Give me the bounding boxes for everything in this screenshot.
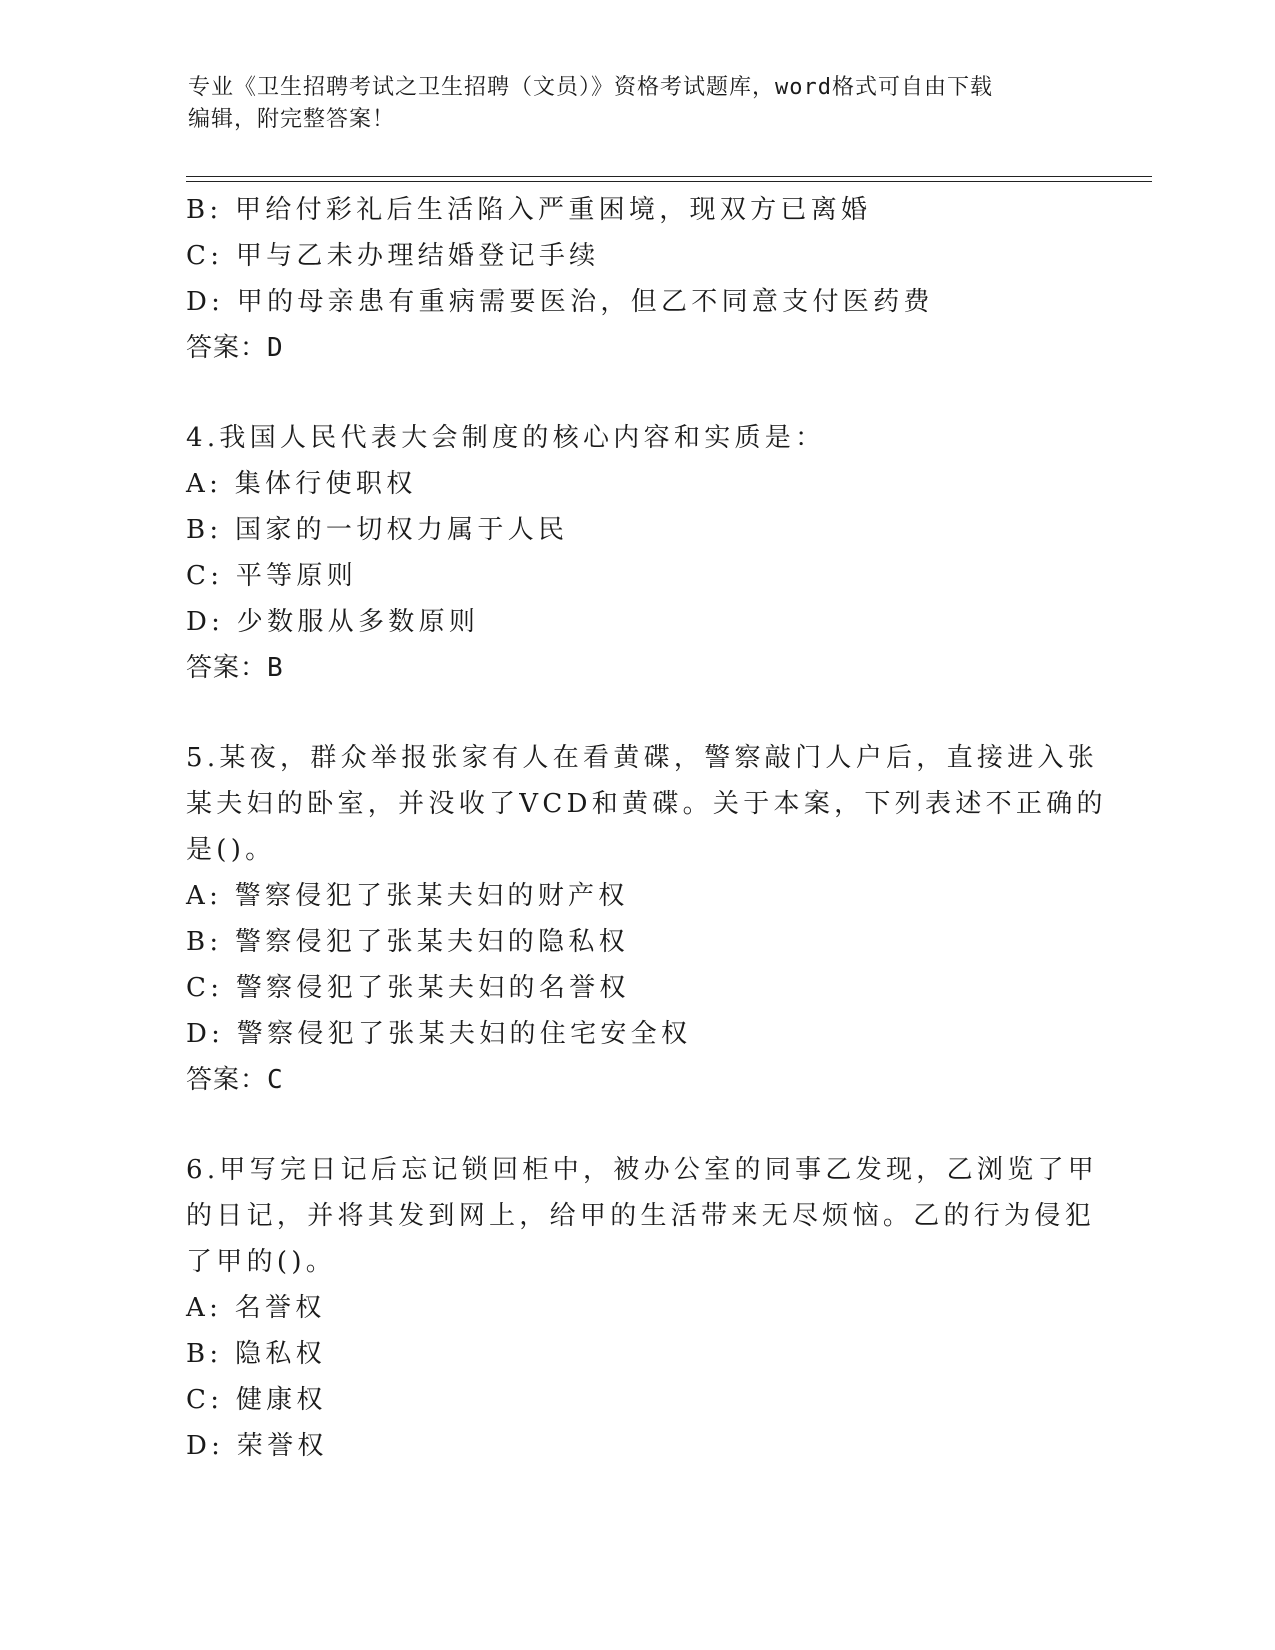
- option-d: D: 荣誉权: [186, 1431, 328, 1461]
- question-stem-line: 是()。: [186, 835, 276, 865]
- answer: 答案：C: [186, 1065, 284, 1095]
- header-divider-top: [186, 176, 1152, 177]
- option-b: B: 隐私权: [186, 1339, 326, 1369]
- header-divider-bottom: [186, 181, 1152, 182]
- option-a: A: 警察侵犯了张某夫妇的财产权: [186, 881, 629, 911]
- option-d: D: 甲的母亲患有重病需要医治，但乙不同意支付医药费: [186, 287, 934, 317]
- option-d: D: 少数服从多数原则: [186, 607, 480, 637]
- option-d: D: 警察侵犯了张某夫妇的住宅安全权: [186, 1019, 692, 1049]
- question-stem-line: 的日记，并将其发到网上，给甲的生活带来无尽烦恼。乙的行为侵犯: [186, 1201, 1096, 1231]
- option-a: A: 集体行使职权: [186, 469, 417, 499]
- answer: 答案：B: [186, 653, 284, 683]
- question-stem-line: 某夫妇的卧室，并没收了VCD和黄碟。关于本案，下列表述不正确的: [186, 789, 1107, 819]
- question-stem-line: 6.甲写完日记后忘记锁回柜中，被办公室的同事乙发现，乙浏览了甲: [186, 1155, 1099, 1185]
- question-stem-line: 了甲的()。: [186, 1247, 337, 1277]
- option-c: C: 甲与乙未办理结婚登记手续: [186, 241, 600, 271]
- question-4: [186, 415, 1086, 691]
- option-a: A: 名誉权: [186, 1293, 326, 1323]
- question-stem-line: 5.某夜，群众举报张家有人在看黄碟，警察敲门人户后，直接进入张: [186, 743, 1099, 773]
- question-6: [186, 1147, 1099, 1469]
- document-body: [186, 187, 1107, 1469]
- header-line-2: 编辑，附完整答案！: [188, 107, 396, 132]
- option-c: C: 警察侵犯了张某夫妇的名誉权: [186, 973, 630, 1003]
- question-3: [186, 187, 1086, 371]
- option-b: B: 警察侵犯了张某夫妇的隐私权: [186, 927, 629, 957]
- question-stem: 4.我国人民代表大会制度的核心内容和实质是：: [186, 423, 826, 453]
- option-c: C: 健康权: [186, 1385, 327, 1415]
- option-c: C: 平等原则: [186, 561, 358, 591]
- option-b: B: 甲给付彩礼后生活陷入严重困境，现双方已离婚: [186, 195, 872, 225]
- option-b: B: 国家的一切权力属于人民: [186, 515, 569, 545]
- question-5: [186, 735, 1107, 1103]
- answer: 答案：D: [186, 333, 284, 363]
- document-header: [188, 72, 1068, 136]
- header-line-1: 专业《卫生招聘考试之卫生招聘（文员）》资格考试题库，word格式可自由下载: [188, 75, 993, 100]
